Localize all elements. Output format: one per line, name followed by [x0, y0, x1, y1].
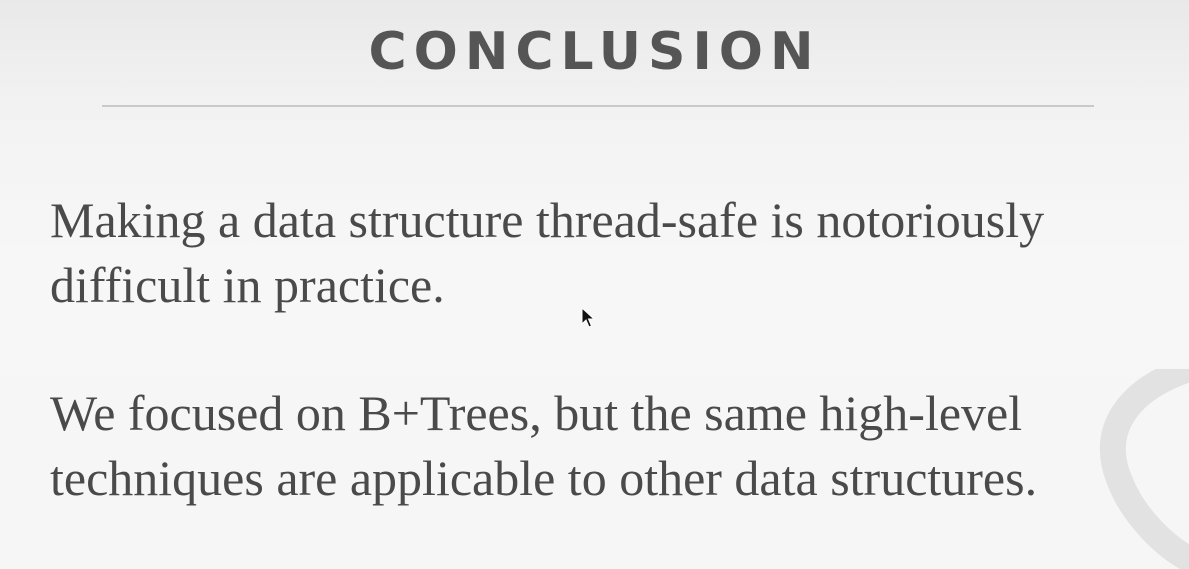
- slide-title: CONCLUSION: [368, 22, 821, 82]
- title-divider: [102, 105, 1094, 107]
- paragraph-techniques: We focused on B+Trees, but the same high-level techniques are applicable to other data structures.: [50, 385, 1038, 506]
- paragraph-thread-safety: Making a data structure thread-safe is notoriously difficult in practice.: [50, 192, 1045, 313]
- mouse-pointer-icon: [581, 307, 595, 329]
